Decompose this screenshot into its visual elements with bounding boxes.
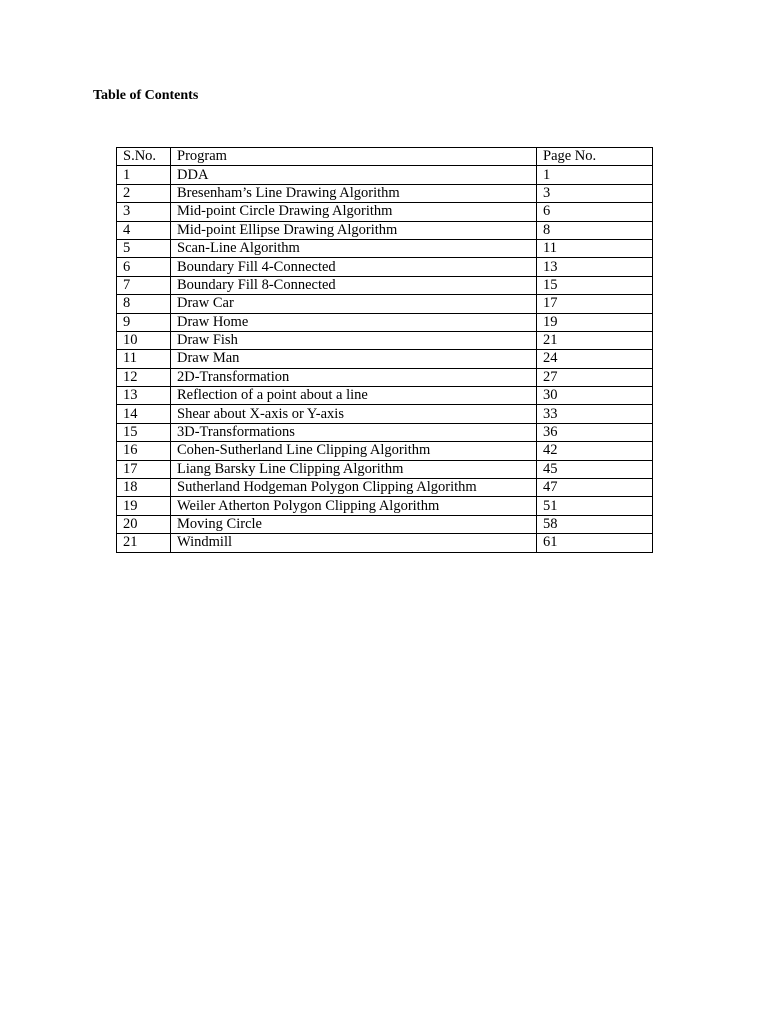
cell-page-no: 8 — [537, 221, 653, 239]
header-sno: S.No. — [117, 148, 171, 166]
cell-page-no: 30 — [537, 387, 653, 405]
cell-page-no: 36 — [537, 423, 653, 441]
cell-sno: 16 — [117, 442, 171, 460]
table-row — [117, 184, 653, 202]
table-row — [117, 350, 653, 368]
cell-program: Draw Home — [171, 313, 537, 331]
cell-program: Draw Man — [171, 350, 537, 368]
cell-sno: 1 — [117, 166, 171, 184]
cell-program: Cohen-Sutherland Line Clipping Algorithm — [171, 442, 537, 460]
cell-page-no: 51 — [537, 497, 653, 515]
cell-sno: 10 — [117, 331, 171, 349]
table-row — [117, 258, 653, 276]
table-row — [117, 423, 653, 441]
cell-sno: 13 — [117, 387, 171, 405]
table-row — [117, 295, 653, 313]
cell-program: Mid-point Circle Drawing Algorithm — [171, 203, 537, 221]
cell-page-no: 45 — [537, 460, 653, 478]
cell-page-no: 61 — [537, 534, 653, 552]
cell-sno: 9 — [117, 313, 171, 331]
cell-sno: 6 — [117, 258, 171, 276]
cell-page-no: 24 — [537, 350, 653, 368]
table-row — [117, 331, 653, 349]
table-row — [117, 203, 653, 221]
cell-sno: 14 — [117, 405, 171, 423]
header-program: Program — [171, 148, 537, 166]
cell-page-no: 58 — [537, 515, 653, 533]
table-row — [117, 387, 653, 405]
cell-sno: 8 — [117, 295, 171, 313]
cell-sno: 18 — [117, 479, 171, 497]
cell-page-no: 27 — [537, 368, 653, 386]
table-row — [117, 368, 653, 386]
table-row — [117, 221, 653, 239]
table-row — [117, 276, 653, 294]
cell-page-no: 3 — [537, 184, 653, 202]
cell-sno: 3 — [117, 203, 171, 221]
cell-sno: 15 — [117, 423, 171, 441]
cell-program: Weiler Atherton Polygon Clipping Algorithm — [171, 497, 537, 515]
cell-page-no: 42 — [537, 442, 653, 460]
table-row — [117, 442, 653, 460]
table-row — [117, 534, 653, 552]
cell-page-no: 1 — [537, 166, 653, 184]
cell-program: Scan-Line Algorithm — [171, 239, 537, 257]
cell-sno: 7 — [117, 276, 171, 294]
cell-page-no: 19 — [537, 313, 653, 331]
cell-program: Mid-point Ellipse Drawing Algorithm — [171, 221, 537, 239]
cell-page-no: 15 — [537, 276, 653, 294]
page-title: Table of Contents — [93, 88, 199, 103]
cell-page-no: 11 — [537, 239, 653, 257]
cell-program: Bresenham’s Line Drawing Algorithm — [171, 184, 537, 202]
cell-program: 2D-Transformation — [171, 368, 537, 386]
cell-program: Moving Circle — [171, 515, 537, 533]
table-row — [117, 313, 653, 331]
cell-page-no: 47 — [537, 479, 653, 497]
cell-sno: 4 — [117, 221, 171, 239]
table-row — [117, 479, 653, 497]
table-row — [117, 497, 653, 515]
cell-page-no: 17 — [537, 295, 653, 313]
cell-program: Draw Fish — [171, 331, 537, 349]
cell-sno: 17 — [117, 460, 171, 478]
cell-program: Reflection of a point about a line — [171, 387, 537, 405]
cell-program: Draw Car — [171, 295, 537, 313]
cell-sno: 11 — [117, 350, 171, 368]
cell-sno: 19 — [117, 497, 171, 515]
header-page-no: Page No. — [537, 148, 653, 166]
table-row — [117, 515, 653, 533]
cell-program: 3D-Transformations — [171, 423, 537, 441]
cell-sno: 2 — [117, 184, 171, 202]
cell-program: Liang Barsky Line Clipping Algorithm — [171, 460, 537, 478]
cell-page-no: 13 — [537, 258, 653, 276]
table-row — [117, 166, 653, 184]
cell-program: Shear about X-axis or Y-axis — [171, 405, 537, 423]
cell-sno: 12 — [117, 368, 171, 386]
cell-page-no: 33 — [537, 405, 653, 423]
cell-program: Sutherland Hodgeman Polygon Clipping Algorithm — [171, 479, 537, 497]
table-row — [117, 239, 653, 257]
cell-program: Windmill — [171, 534, 537, 552]
cell-page-no: 21 — [537, 331, 653, 349]
table-header-row — [117, 148, 653, 166]
table-of-contents — [116, 147, 653, 553]
table-row — [117, 460, 653, 478]
cell-program: Boundary Fill 4-Connected — [171, 258, 537, 276]
cell-sno: 5 — [117, 239, 171, 257]
cell-page-no: 6 — [537, 203, 653, 221]
table-row — [117, 405, 653, 423]
cell-program: DDA — [171, 166, 537, 184]
cell-program: Boundary Fill 8-Connected — [171, 276, 537, 294]
cell-sno: 21 — [117, 534, 171, 552]
cell-sno: 20 — [117, 515, 171, 533]
